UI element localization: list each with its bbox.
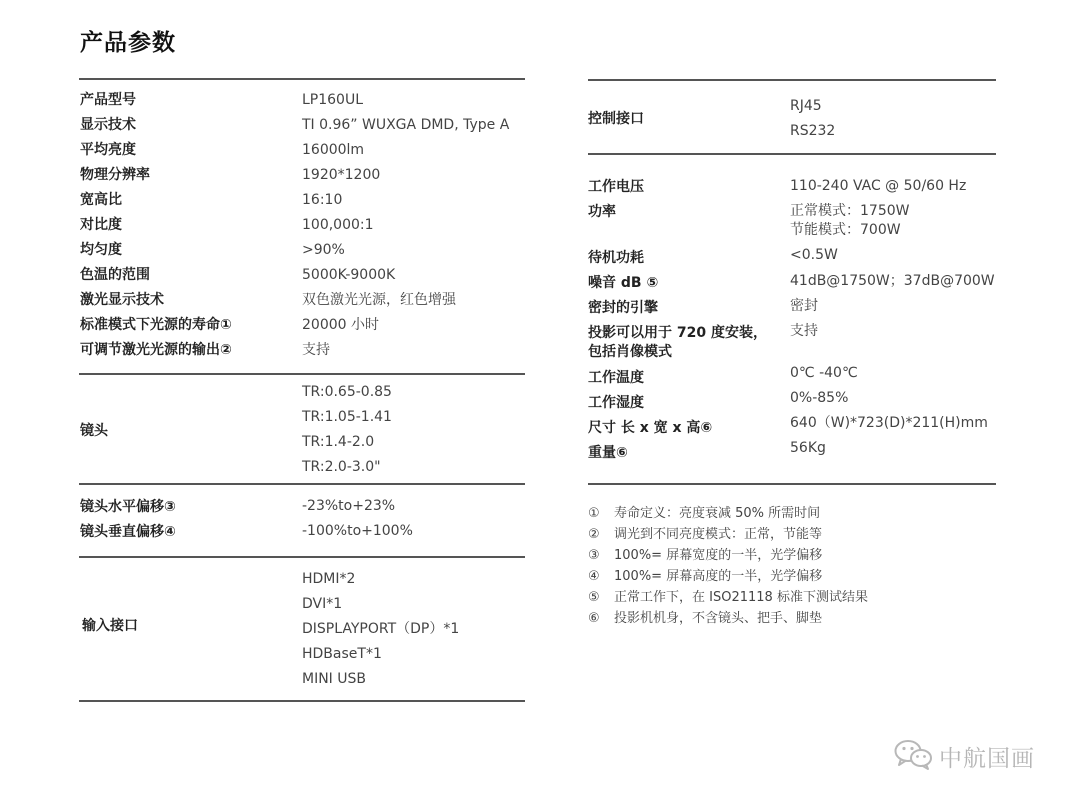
spec-value: 支持 xyxy=(790,323,818,339)
footnote-number: ⑤ xyxy=(588,590,600,605)
divider xyxy=(588,153,996,155)
spec-label: 噪音 dB ⑤ xyxy=(588,275,659,291)
spec-value: 16000lm xyxy=(302,142,365,158)
spec-value: DISPLAYPORT（DP）*1 xyxy=(302,621,460,637)
spec-value: HDBaseT*1 xyxy=(302,646,382,662)
spec-value: 640（W)*723(D)*211(H)mm xyxy=(790,415,988,431)
spec-value: 节能模式：700W xyxy=(790,222,901,238)
footnote-number: ① xyxy=(588,506,600,521)
spec-label: 色温的范围 xyxy=(80,267,150,283)
spec-value: RJ45 xyxy=(790,98,822,114)
spec-label: 镜头 xyxy=(80,423,108,439)
spec-label: 可调节激光光源的输出② xyxy=(80,342,232,358)
spec-value: <0.5W xyxy=(790,247,838,263)
spec-label: 镜头垂直偏移④ xyxy=(80,524,176,540)
spec-label: 包括肖像模式 xyxy=(588,344,672,360)
wechat-icon xyxy=(893,737,933,775)
spec-label: 输入接口 xyxy=(82,618,138,634)
spec-value: TR:0.65-0.85 xyxy=(302,384,392,400)
spec-value: TR:1.4-2.0 xyxy=(302,434,375,450)
footnote xyxy=(588,610,822,627)
spec-label: 待机功耗 xyxy=(588,250,644,266)
divider xyxy=(79,700,525,702)
spec-label: 激光显示技术 xyxy=(80,292,164,308)
spec-value: 支持 xyxy=(302,342,330,358)
footnote-text: 100%= 屏幕高度的一半，光学偏移 xyxy=(614,569,823,584)
spec-label: 工作湿度 xyxy=(588,395,644,411)
spec-value: 5000K-9000K xyxy=(302,267,396,283)
spec-label: 工作电压 xyxy=(588,179,644,195)
spec-label: 对比度 xyxy=(80,217,122,233)
spec-value: 56Kg xyxy=(790,440,826,456)
footnote-text: 正常工作下，在 ISO21118 标准下测试结果 xyxy=(614,590,868,605)
footnote-text: 寿命定义：亮度衰减 50% 所需时间 xyxy=(614,506,821,521)
spec-label: 功率 xyxy=(588,204,616,220)
divider xyxy=(79,373,525,375)
spec-label: 工作温度 xyxy=(588,370,644,386)
footnote-number: ② xyxy=(588,527,600,542)
spec-label: 物理分辨率 xyxy=(80,167,150,183)
spec-label: 均匀度 xyxy=(80,242,122,258)
spec-value: 密封 xyxy=(790,298,818,314)
divider xyxy=(79,556,525,558)
footnote-text: 调光到不同亮度模式：正常，节能等 xyxy=(614,527,823,542)
divider xyxy=(588,483,996,485)
spec-value: TR:1.05-1.41 xyxy=(302,409,392,425)
watermark-text: 中航国画 xyxy=(939,745,1035,772)
spec-value: 双色激光光源，红色增强 xyxy=(302,292,456,308)
spec-label: 投影可以用于 720 度安装， xyxy=(588,325,767,341)
watermark xyxy=(893,738,1035,774)
spec-value: 16:10 xyxy=(302,192,343,208)
spec-label: 镜头水平偏移③ xyxy=(80,499,176,515)
spec-value: RS232 xyxy=(790,123,836,139)
spec-value: LP160UL xyxy=(302,92,364,108)
spec-label: 宽高比 xyxy=(80,192,122,208)
divider xyxy=(588,79,996,81)
spec-value: 1920*1200 xyxy=(302,167,381,183)
spec-value: -100%to+100% xyxy=(302,523,413,539)
footnote-text: 投影机机身，不含镜头、把手、脚垫 xyxy=(614,611,823,626)
spec-label: 尺寸 长 x 宽 x 高⑥ xyxy=(588,420,713,436)
spec-label: 显示技术 xyxy=(80,117,136,133)
page-title: 产品参数 xyxy=(80,30,176,56)
footnote-number: ④ xyxy=(588,569,600,584)
spec-label: 标准模式下光源的寿命① xyxy=(80,317,232,333)
footnote-number: ⑥ xyxy=(588,611,600,626)
spec-value: HDMI*2 xyxy=(302,571,356,587)
footnote xyxy=(588,547,822,564)
footnote-number: ③ xyxy=(588,548,600,563)
spec-label: 重量⑥ xyxy=(588,445,628,461)
divider xyxy=(79,78,525,80)
spec-value: 100,000:1 xyxy=(302,217,374,233)
footnote xyxy=(588,568,822,585)
divider xyxy=(79,483,525,485)
spec-value: TI 0.96” WUXGA DMD, Type A xyxy=(302,117,510,133)
footnote xyxy=(588,526,822,543)
spec-value: 41dB@1750W；37dB@700W xyxy=(790,273,995,289)
spec-value: MINI USB xyxy=(302,671,366,687)
footnote xyxy=(588,589,868,606)
spec-value: >90% xyxy=(302,242,345,258)
spec-label: 产品型号 xyxy=(80,92,136,108)
spec-value: 20000 小时 xyxy=(302,317,379,333)
footnote-text: 100%= 屏幕宽度的一半，光学偏移 xyxy=(614,548,823,563)
spec-value: 正常模式：1750W xyxy=(790,203,910,219)
footnote xyxy=(588,505,820,522)
spec-value: DVI*1 xyxy=(302,596,343,612)
spec-value: 110-240 VAC @ 50/60 Hz xyxy=(790,178,967,194)
spec-label: 密封的引擎 xyxy=(588,300,658,316)
spec-value: 0℃ -40℃ xyxy=(790,365,858,381)
spec-label: 控制接口 xyxy=(588,111,644,127)
spec-label: 平均亮度 xyxy=(80,142,136,158)
spec-value: -23%to+23% xyxy=(302,498,396,514)
spec-value: TR:2.0-3.0" xyxy=(302,459,381,475)
spec-value: 0%-85% xyxy=(790,390,849,406)
